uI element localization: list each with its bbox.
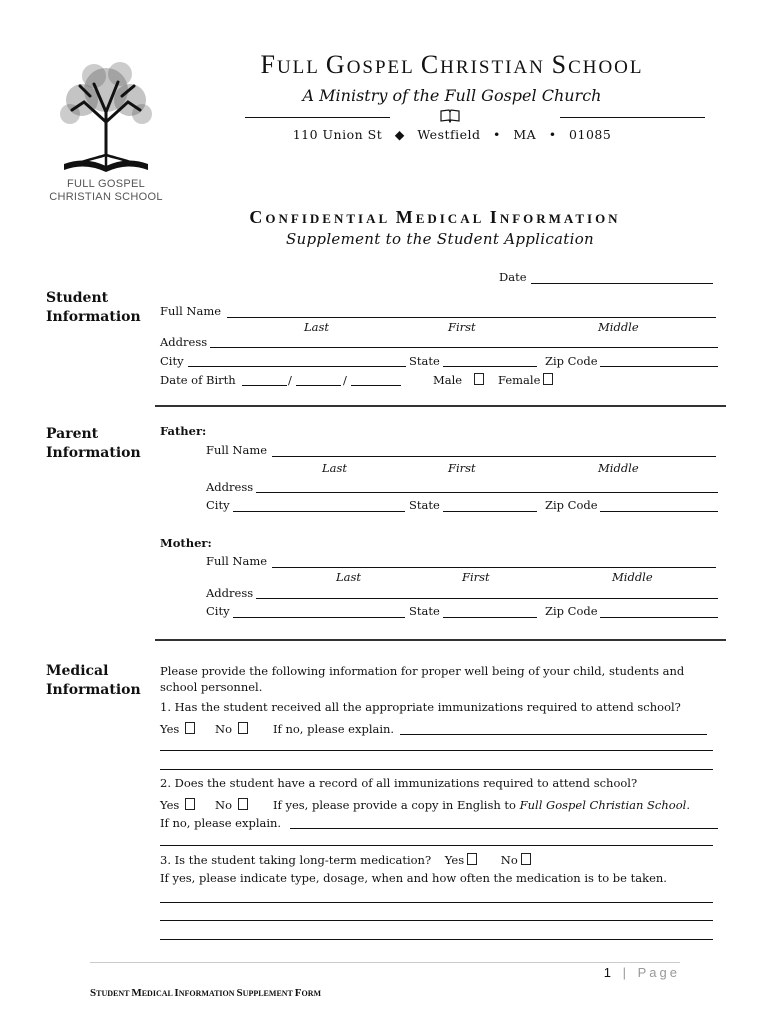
student-first-caption: First [448,320,476,334]
father-address-label: Address [206,480,254,494]
q2-copy-instruction: If yes, please provide a copy in English to Full Gospel Christian School. [273,798,690,812]
mother-last-caption: Last [336,570,362,584]
mother-city-label: City [206,604,230,618]
q3-detail-field-3[interactable] [160,939,713,940]
q1-yes-checkbox[interactable] [185,722,195,734]
date-field[interactable] [531,283,713,284]
mother-full-name-field[interactable] [272,567,716,568]
header-rule-left [245,117,390,118]
student-last-caption: Last [304,320,330,334]
footer-rule [90,962,680,963]
q1-no-checkbox[interactable] [238,722,248,734]
q1-explain-field-2[interactable] [160,750,713,751]
student-middle-caption: Middle [598,320,639,334]
dob-month-field[interactable] [242,385,287,386]
mother-first-caption: First [462,570,490,584]
parent-section-label: Parent Information [46,426,141,461]
father-middle-caption: Middle [598,461,639,475]
book-icon [440,108,460,127]
student-state-label: State [409,354,440,368]
mother-address-label: Address [206,586,254,600]
father-label: Father: [160,424,207,438]
father-address-field[interactable] [256,492,718,493]
student-full-name-label: Full Name [160,304,222,318]
student-section-label: Student Information [46,290,141,325]
mother-zip-label: Zip Code [545,604,598,618]
father-state-label: State [409,498,440,512]
father-city-label: City [206,498,230,512]
q3-yes-option[interactable]: Yes [445,853,479,867]
student-state-field[interactable] [443,366,537,367]
q2-yes-checkbox[interactable] [185,798,195,810]
mother-zip-field[interactable] [600,617,718,618]
student-dob-label: Date of Birth [160,373,236,387]
q3-no-checkbox[interactable] [521,853,531,865]
father-last-caption: Last [322,461,348,475]
school-name: FULL GOSPEL CHRISTIAN SCHOOL [260,50,644,79]
logo-text: FULL GOSPEL CHRISTIAN SCHOOL [49,178,163,203]
female-option[interactable]: Female [498,373,555,387]
mother-city-field[interactable] [233,617,405,618]
page-subtitle: Supplement to the Student Application [285,230,595,248]
q1-explain-field-1[interactable] [400,734,707,735]
q3-yes-checkbox[interactable] [467,853,477,865]
father-zip-field[interactable] [600,511,718,512]
q2-explain-field-1[interactable] [290,828,718,829]
mother-full-name-label: Full Name [206,554,268,568]
mother-middle-caption: Middle [612,570,653,584]
q1-yes-option[interactable]: Yes [160,722,197,736]
tree-book-icon [50,60,162,178]
q3-detail-field-2[interactable] [160,920,713,921]
mother-state-field[interactable] [443,617,537,618]
footer-form-name: STUDENT MEDICAL INFORMATION SUPPLEMENT FORM [90,987,322,999]
q2-no-checkbox[interactable] [238,798,248,810]
school-logo [50,60,162,210]
question-3: 3. Is the student taking long-term medication? Yes No [160,853,533,867]
student-city-label: City [160,354,184,368]
student-zip-label: Zip Code [545,354,598,368]
student-full-name-field[interactable] [227,317,716,318]
mother-label: Mother: [160,536,212,550]
section-divider-1 [155,405,726,407]
mother-address-field[interactable] [256,598,718,599]
father-city-field[interactable] [233,511,405,512]
page-number: 1 | Page [603,965,680,980]
q2-no-option[interactable]: No [215,798,250,812]
dob-day-field[interactable] [296,385,341,386]
medical-intro: Please provide the following information for proper well being of your child, students and school personnel. [160,664,685,694]
medical-section-label: Medical Information [46,663,141,698]
ministry-line: A Ministry of the Full Gospel Church [302,86,602,105]
q1-explain-label: If no, please explain. [273,722,395,736]
dob-year-field[interactable] [351,385,401,386]
mother-state-label: State [409,604,440,618]
question-1: 1. Has the student received all the appropriate immunizations required to attend school? [160,700,681,714]
q3-detail-field-1[interactable] [160,902,713,903]
father-full-name-label: Full Name [206,443,268,457]
date-label: Date [499,270,527,284]
q1-no-option[interactable]: No [215,722,250,736]
header-rule-right [560,117,705,118]
student-zip-field[interactable] [600,366,718,367]
student-city-field[interactable] [188,366,406,367]
q2-yes-option[interactable]: Yes [160,798,197,812]
father-zip-label: Zip Code [545,498,598,512]
school-address: 110 Union St ◆ Westfield • MA • 01085 [292,127,612,142]
q1-explain-field-3[interactable] [160,769,713,770]
female-checkbox[interactable] [543,373,553,385]
dob-slash-2: / [343,373,347,387]
father-state-field[interactable] [443,511,537,512]
q2-explain-field-2[interactable] [160,845,713,846]
section-divider-2 [155,639,726,641]
page-title: CONFIDENTIAL MEDICAL INFORMATION [249,207,621,227]
q2-explain-label: If no, please explain. [160,816,282,830]
q3-no-option[interactable]: No [501,853,533,867]
male-option[interactable]: Male [433,373,486,387]
student-address-label: Address [160,335,208,349]
male-checkbox[interactable] [474,373,484,385]
q3-detail: If yes, please indicate type, dosage, when and how often the medication is to be taken. [160,871,667,885]
father-first-caption: First [448,461,476,475]
student-address-field[interactable] [210,347,718,348]
dob-slash-1: / [288,373,292,387]
father-full-name-field[interactable] [272,456,716,457]
question-2: 2. Does the student have a record of all immunizations required to attend school? [160,776,638,790]
